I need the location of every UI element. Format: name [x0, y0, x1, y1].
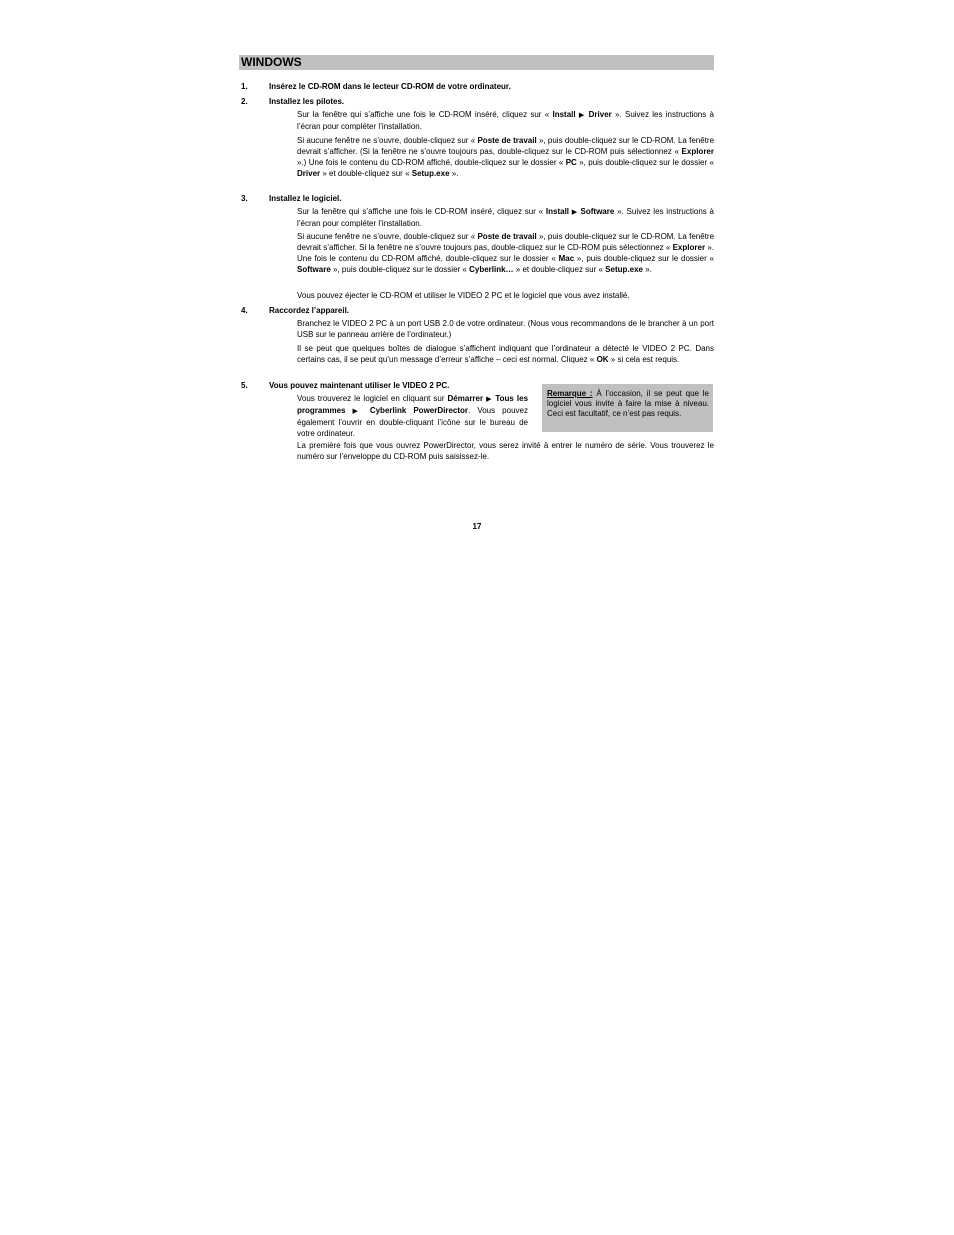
step-3: [239, 194, 714, 204]
arrow-right-icon: ▶: [571, 209, 578, 216]
step-3-paragraph-2: Si aucune fenêtre ne s’ouvre, double-cliquez sur « Poste de travail », puis double-cliquez sur le CD-ROM. La fenêtre devrait s’afficher. Si la fenêtre ne s’ouvre toujours pas, double-cliquez sur le CD-ROM puis sélectionnez « Explorer ». Une fois le contenu du CD-ROM affiché, double-cliquez sur le dossier « Mac », puis double-cliquez sur le dossier « Software », puis double-cliquez sur le dossier « Cyberlink… » et double-cliquez sur « Setup.exe ».: [297, 232, 715, 274]
step-2-paragraph-2: Si aucune fenêtre ne s’ouvre, double-cliquez sur « Poste de travail », puis double-cliquez sur le CD-ROM. La fenêtre devrait s’afficher. (Si la fenêtre ne s’ouvre toujours pas, double-cliquez sur le CD-ROM puis sélectionnez « Explorer ».) Une fois le contenu du CD-ROM affiché, double-cliquez sur le dossier « PC », puis double-cliquez sur le dossier « Driver » et double-cliquez sur « Setup.exe ».: [297, 136, 715, 178]
note-label: Remarque :: [547, 389, 593, 398]
step-number: 4.: [241, 306, 248, 315]
step-2: [239, 97, 714, 107]
step-2-paragraph-1: Sur la fenêtre qui s’affiche une fois le CD-ROM inséré, cliquez sur « Install ▶ Driver ». Suivez les instructions à l’écran pour compléter l’installation.: [297, 110, 714, 131]
document-page: [239, 55, 715, 461]
arrow-right-icon: ▶: [486, 396, 493, 403]
section-header: WINDOWS: [239, 55, 714, 70]
note-box: [542, 384, 713, 432]
page-number: 17: [472, 522, 482, 531]
step-title: Raccordez l’appareil.: [269, 306, 350, 315]
step-4-paragraph-2: Il se peut que quelques boîtes de dialogue s’affichent indiquant que l’ordinateur a détecté le VIDEO 2 PC. Dans certains cas, il se peut qu’un message d’erreur s’affiche – ceci est normal. Cliquez « OK » si cela est requis.: [297, 344, 714, 364]
step-title: Vous pouvez maintenant utiliser le VIDEO 2 PC.: [269, 381, 450, 390]
step-3-paragraph-3: Vous pouvez éjecter le CD-ROM et utiliser le VIDEO 2 PC et le logiciel que vous avez installé.: [297, 291, 630, 300]
step-number: 3.: [241, 194, 248, 203]
step-number: 5.: [241, 381, 248, 390]
step-1: [239, 82, 714, 92]
note-text: À l’occasion, il se peut que le logiciel vous invite à faire la mise à niveau. Ceci est facultatif, ce n’est pas requis.: [547, 389, 709, 418]
step-5-paragraph-2: La première fois que vous ouvrez PowerDirector, vous serez invité à entrer le numéro de série. Vous trouverez le numéro sur l’enveloppe du CD-ROM puis saisissez-le.: [297, 441, 714, 461]
step-4: [239, 306, 714, 316]
arrow-right-icon: ▶: [352, 408, 363, 415]
step-3-paragraph-1: Sur la fenêtre qui s’affiche une fois le CD-ROM inséré, cliquez sur « Install ▶ Software ». Suivez les instructions à l’écran pour compléter l’installation.: [297, 207, 714, 228]
step-5-paragraph-1: Vous trouverez le logiciel en cliquant sur Démarrer ▶ Tous les programmes ▶ Cyberlink PowerDirector. Vous pouvez également l’ouvrir en double-cliquant l’icône sur le bureau de votre ordinateur.: [297, 394, 529, 438]
step-number: 2.: [241, 97, 248, 106]
step-number: 1.: [241, 82, 248, 91]
step-title: Installez le logiciel.: [269, 194, 342, 203]
step-title: Insérez le CD-ROM dans le lecteur CD-ROM de votre ordinateur.: [269, 82, 511, 91]
arrow-right-icon: ▶: [578, 112, 586, 119]
step-4-paragraph-1: Branchez le VIDEO 2 PC à un port USB 2.0 de votre ordinateur. (Nous vous recommandons de le brancher à un port USB sur le panneau arrière de l’ordinateur.): [297, 319, 714, 339]
step-title: Installez les pilotes.: [269, 97, 345, 106]
